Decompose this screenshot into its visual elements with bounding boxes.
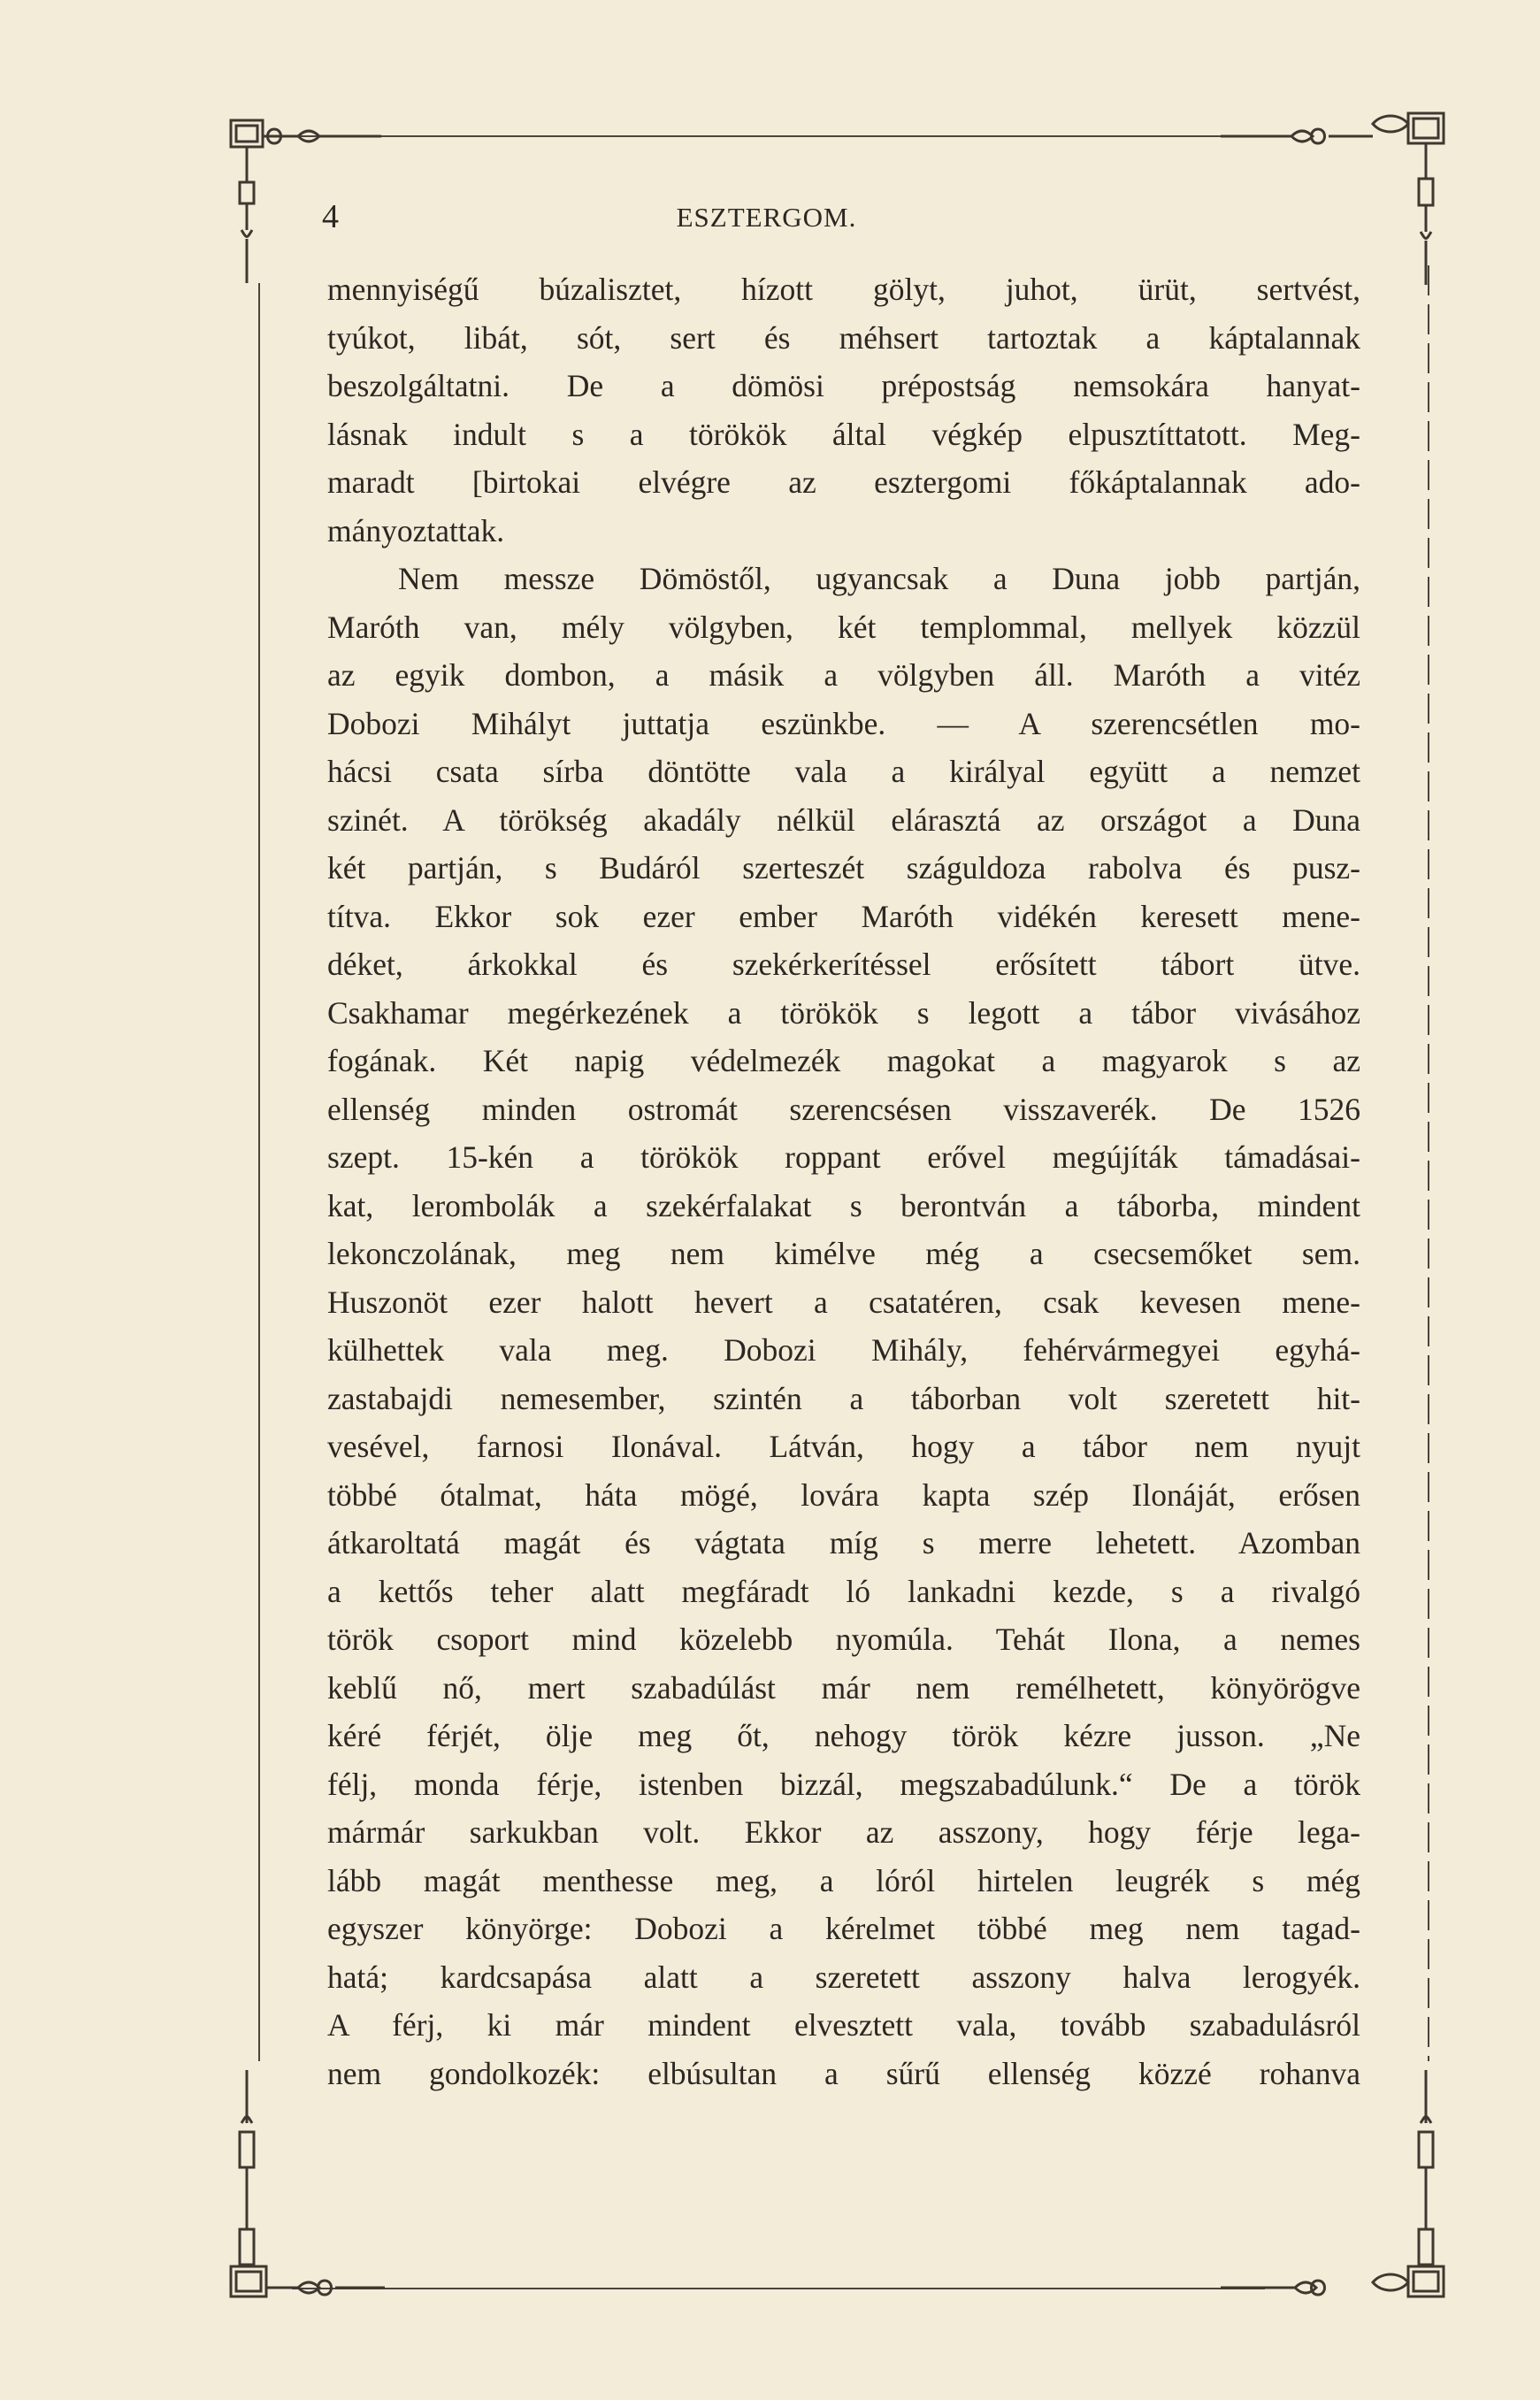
text-line: szept. 15-kén a törökök roppant erővel megújíták támadásai- [327, 1139, 1360, 1175]
text-line: Nem messze Dömöstől, ugyancsak a Duna jobb partján, [398, 561, 1360, 596]
text-line: lekonczolának, meg nem kimélve még a csecsemőket sem. [327, 1236, 1360, 1271]
corner-flourish-icon [226, 2070, 385, 2322]
text-line: átkaroltatá magát és vágtata míg s merre lehetett. Azomban [327, 1525, 1360, 1560]
text-line: kéré férjét, ölje meg őt, nehogy török kézre jusson. „Ne [327, 1718, 1360, 1753]
text-line: vesével, farnosi Ilonával. Látván, hogy a tábor nem nyujt [327, 1429, 1360, 1464]
text-line: mányoztattak. [327, 512, 505, 548]
text-line: szinét. A törökség akadály nélkül elárasztá az országot a Duna [327, 801, 1360, 838]
body-text [327, 265, 1360, 2097]
text-line: fogának. Két napig védelmezék magokat a magyarok s az [327, 1043, 1360, 1078]
text-line: hácsi csata sírba döntötte vala a királyal együtt a nemzet [327, 754, 1360, 789]
text-line: félj, monda férje, istenben bizzál, megszabadúlunk.“ De a török [327, 1766, 1360, 1802]
text-line: egyszer könyörge: Dobozi a kérelmet többé meg nem tagad- [327, 1911, 1360, 1946]
text-line: keblű nő, mert szabadúlást már nem remélhetett, könyörögve [327, 1669, 1360, 1706]
text-line: Csakhamar megérkezének a törökök s legott a tábor vivásához [327, 994, 1360, 1031]
text-line: Maróth van, mély völgyben, két templommal, mellyek közzül [327, 609, 1360, 645]
text-line: hatá; kardcsapása alatt a szeretett asszony halva lerogyék. [327, 1959, 1360, 1995]
page-number: 4 [322, 198, 339, 235]
top-border-rule [292, 135, 1265, 137]
text-line: Dobozi Mihályt juttatja eszünkbe. — A szerencsétlen mo- [327, 705, 1360, 741]
text-line: lább magát menthesse meg, a lóról hirtelen leugrék s még [327, 1862, 1360, 1898]
running-title-text: ESZTERGOM. [676, 202, 857, 233]
text-line: kat, lerombolák a szekérfalakat s berontván a táborba, mindent [327, 1187, 1360, 1223]
text-line: tyúkot, libát, sót, sert és méhsert tartoztak a káptalannak [327, 319, 1360, 356]
text-line: beszolgáltatni. De a dömösi prépostság nemsokára hanyat- [327, 368, 1360, 403]
text-line: mennyiségű búzalisztet, hízott gölyt, juhot, ürüt, sertvést, [327, 272, 1360, 307]
text-line: török csoport mind közelebb nyomúla. Tehát Ilona, a nemes [327, 1622, 1360, 1657]
text-line: lásnak indult s a törökök által végkép elpusztíttatott. Meg- [327, 416, 1360, 452]
corner-flourish-icon [1221, 2070, 1451, 2322]
text-line: mármár sarkukban volt. Ekkor az asszony, hogy férje lega- [327, 1814, 1360, 1850]
text-line: többé ótalmat, háta mögé, lovára kapta szép Ilonáját, erősen [327, 1476, 1360, 1513]
bottom-border-rule [292, 2288, 1265, 2289]
right-border-rule [1428, 265, 1429, 2061]
text-line: Huszonöt ezer halott hevert a csatatéren, csak kevesen mene- [327, 1284, 1360, 1320]
text-line: déket, árkokkal és szekérkerítéssel erősített tábort ütve. [327, 947, 1360, 982]
text-line: két partján, s Budáról szerteszét száguldoza rabolva és pusz- [327, 850, 1360, 886]
text-line: ellenség minden ostromát szerencsésen visszaverék. De 1526 [327, 1091, 1360, 1127]
text-line: títva. Ekkor sok ezer ember Maróth vidékén keresett mene- [327, 898, 1360, 934]
left-border-rule [258, 283, 260, 2061]
text-line: a kettős teher alatt megfáradt ló lankadni kezde, s a rivalgó [327, 1573, 1360, 1609]
text-line: nem gondolkozék: elbúsultan a sűrű ellenség közzé rohanva [327, 2055, 1360, 2091]
running-title [0, 203, 1540, 231]
text-line: külhettek vala meg. Dobozi Mihály, fehérvármegyei egyhá- [327, 1332, 1360, 1368]
text-line: A férj, ki már mindent elvesztett vala, tovább szabadulásról [327, 2007, 1360, 2043]
text-line: az egyik dombon, a másik a völgyben áll. Maróth a vitéz [327, 657, 1360, 693]
text-line: maradt [birtokai elvégre az esztergomi főkáptalannak ado- [327, 464, 1360, 500]
text-line: zastabajdi nemesember, szintén a táborban volt szeretett hit- [327, 1380, 1360, 1416]
